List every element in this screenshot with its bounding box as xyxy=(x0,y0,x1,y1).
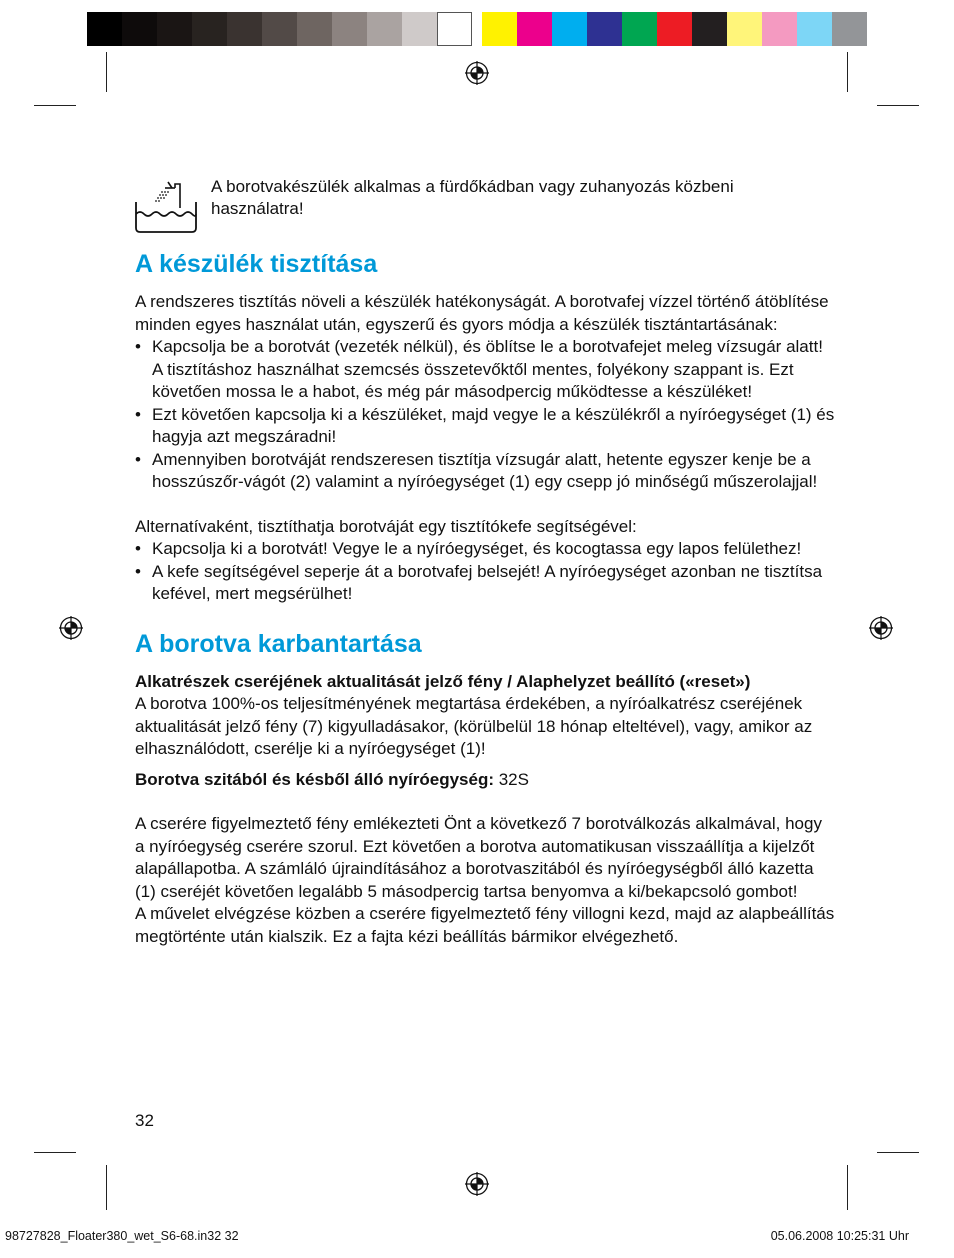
process-color-swatch xyxy=(727,12,762,46)
alternative-paragraph: Alternatívaként, tisztíthatja borotváját egy tisztítókefe segítségével: xyxy=(135,516,637,536)
process-color-swatch xyxy=(587,12,622,46)
process-color-swatch xyxy=(692,12,727,46)
grayscale-swatch xyxy=(227,12,262,46)
process-color-swatch xyxy=(552,12,587,46)
grayscale-swatch xyxy=(332,12,367,46)
footer-file-info: 98727828_Floater380_wet_S6-68.in32 32 xyxy=(5,1229,239,1243)
list-item: • Kapcsolja be a borotvát (vezeték nélkül), és öblítse le a borotvafejet meleg vízsugár alatt! A tisztításhoz használhat szemcsés összetevőktől mentes, folyékony szappant is. Ezt követően mossa le a habot, és még pár másodpercig működtesse a készüléket! xyxy=(135,336,835,404)
list-item: • Amennyiben borotváját rendszeresen tisztítja vízsugár alatt, hetente egyszer kenje be a hosszúszőr-vágót (2) valamint a nyíróegységet (1) egy csepp jó minőségű műszerolajjal! xyxy=(135,449,835,494)
part-value: 32S xyxy=(494,769,529,789)
grayscale-swatch xyxy=(87,12,122,46)
section-heading-cleaning: A készülék tisztítása xyxy=(135,250,378,278)
list-item: • A kefe segítségével seperje át a borotvafej belsejét! A nyíróegységet azonban ne tisztítsa kefével, mert megsérülhet! xyxy=(135,561,835,606)
process-color-swatch xyxy=(797,12,832,46)
alternative-bullet-list xyxy=(135,538,835,606)
registration-target-icon xyxy=(59,616,83,640)
cleaning-paragraph: A rendszeres tisztítás növeli a készülék hatékonyságát. A borotvafej vízzel történő átöblítése minden egyes használat után, egyszerű és gyors módja a készülék tisztántartásának: xyxy=(135,292,829,334)
page-number: 32 xyxy=(135,1111,154,1130)
process-color-swatch xyxy=(517,12,552,46)
part-label: Borotva szitából és késből álló nyíróegység: xyxy=(135,769,494,789)
registration-target-icon xyxy=(869,616,893,640)
section-heading-maintenance: A borotva karbantartása xyxy=(135,629,422,658)
grayscale-swatch xyxy=(402,12,437,46)
grayscale-swatch xyxy=(192,12,227,46)
grayscale-swatch xyxy=(157,12,192,46)
maintenance-paragraph-1: A borotva 100%-os teljesítményének megtartása érdekében, a nyíróalkatrész cseréjének aktualitását jelző fény (7) kigyulladásakor, (körülbelül 18 hónap elteltével), vagy, amikor az elhasználódott, cserélje ki a nyíróegységet (1)! xyxy=(135,694,813,758)
grayscale-swatch xyxy=(262,12,297,46)
grayscale-swatch xyxy=(367,12,402,46)
maintenance-subheading: Alkatrészek cseréjének aktualitását jelző fény / Alaphelyzet beállító («reset») xyxy=(135,671,751,691)
shower-bath-icon xyxy=(132,178,200,234)
registration-target-icon xyxy=(465,61,489,85)
maintenance-paragraph-3: A művelet elvégzése közben a cserére figyelmeztető fény villogni kezd, majd az alapbeállítás megtörténte után kialszik. Ez a fajta kézi beállítás bármikor elvégezhető. xyxy=(135,904,835,946)
grayscale-swatch xyxy=(297,12,332,46)
part-number-line xyxy=(135,769,835,792)
grayscale-swatch xyxy=(122,12,157,46)
process-color-swatch xyxy=(762,12,797,46)
maintenance-paragraph-2: A cserére figyelmeztető fény emlékezteti Önt a következő 7 borotválkozás alkalmával, hogy a nyíróegység cserére szorul. Ezt követően a borotva automatikusan visszaállítja a kijelzőt alapállapotba. A számláló újraindításához a borotvaszitából és nyíróegységből álló kazetta (1) cseréjét követően legalább 5 másodpercig tartsa benyomva a ki/bekapcsoló gombot! xyxy=(135,814,822,901)
intro-text: A borotvakészülék alkalmas a fürdőkádban vagy zuhanyozás közbeni használatra! xyxy=(211,177,734,218)
footer-timestamp: 05.06.2008 10:25:31 Uhr xyxy=(770,1229,909,1243)
process-color-swatch xyxy=(482,12,517,46)
list-item: • Kapcsolja ki a borotvát! Vegye le a nyíróegységet, és kocogtassa egy lapos felülethez! xyxy=(135,538,835,561)
process-color-swatch xyxy=(657,12,692,46)
page-content xyxy=(135,175,835,948)
registration-target-icon xyxy=(465,1172,489,1196)
cleaning-bullet-list xyxy=(135,336,835,494)
grayscale-swatch xyxy=(437,12,472,46)
process-color-swatch xyxy=(622,12,657,46)
list-item: • Ezt követően kapcsolja ki a készüléket, majd vegye le a készülékről a nyíróegységet (1) és hagyja azt megszáradni! xyxy=(135,404,835,449)
process-color-swatch xyxy=(832,12,867,46)
intro-block xyxy=(135,175,835,237)
